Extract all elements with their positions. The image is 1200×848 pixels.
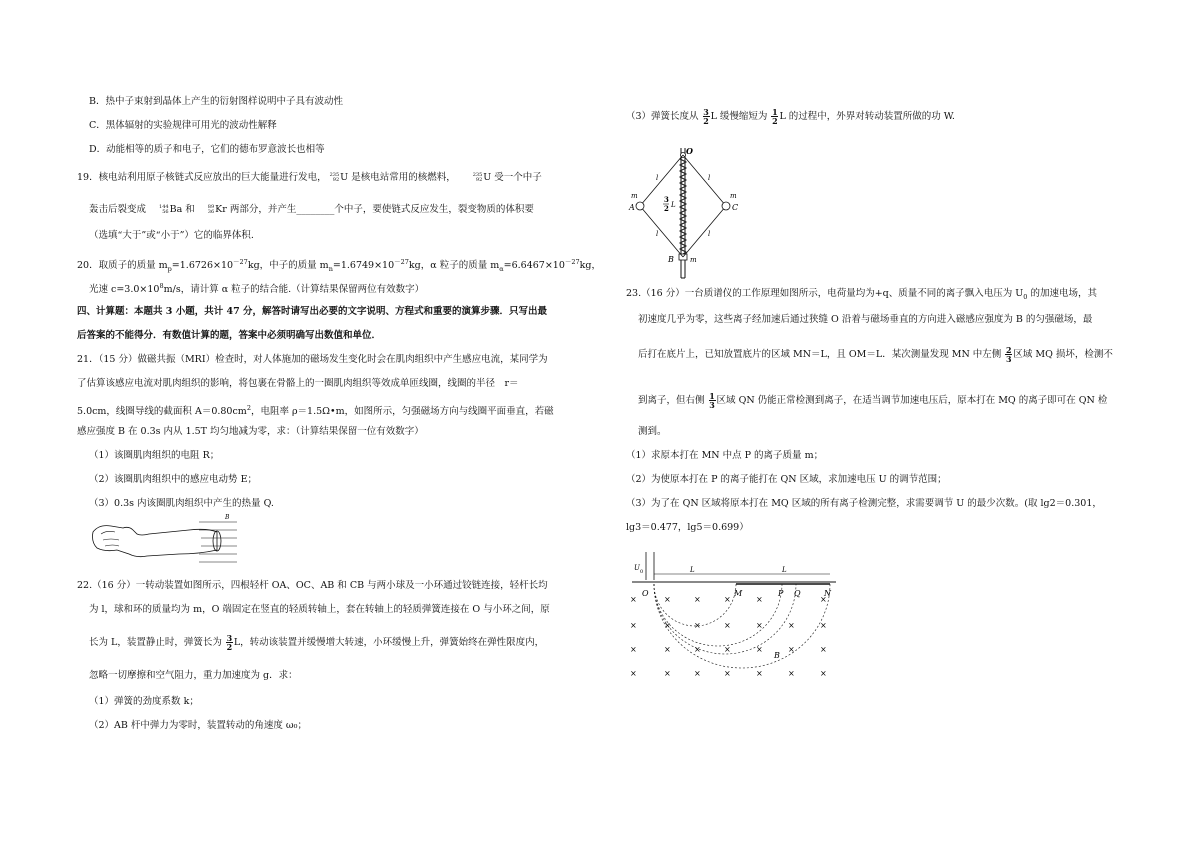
magnetic-field-crosses — [630, 595, 827, 678]
q19-line2: 轰击后裂变成 144 56 Ba 和 89 36 Kr 两部分，并产生________个中子，要使链式反应发生，裂变物质的体积要 — [89, 203, 534, 215]
q22-line1: 22.（16 分）一转动装置如图所示，四根轻杆 OA、OC、AB 和 CB 与两小球及一小环通过铰链连接，轻杆长均 — [77, 580, 548, 591]
q23-sub2: （2）为使原本打在 P 的离子能打在 QN 区域，求加速电压 U 的调节范围； — [626, 474, 947, 485]
cross-mark: × — [664, 645, 671, 654]
krypton-isotope: 89 36 — [207, 203, 215, 215]
q23-line2: 初速度几乎为零，这些离子经加速后通过狭缝 O 沿着与磁场垂直的方向进入磁感应强度为 B 的匀强磁场，最 — [638, 314, 1093, 325]
rod-ab-label: l — [656, 230, 659, 238]
field-b-label: B — [774, 651, 780, 660]
cross-mark: × — [788, 645, 795, 654]
cross-mark: × — [630, 645, 637, 654]
point-p-label: P — [778, 589, 784, 598]
field-label-b: B — [225, 514, 230, 521]
q22-sub3: （3）弹簧长度从 $\frac{3}{2}$ L 缓慢缩短为 $\frac{1}{2}$ L 的过程中，外界对转动装置所做的功 W. — [626, 107, 955, 126]
q23-line1: 23.（16 分）一台质谱仪的工作原理如图所示，电荷量均为+q、质量不同的离子飘入电压为 $U_0$ 的加速电场，其 — [626, 288, 1097, 301]
length-om-label: L — [690, 566, 695, 574]
q20-line1: 20．取质子的质量 $m_p=1.6726\times 10^{-27}kg$，中子的质量 $m_n=1.6749\times 10^{-27}kg$，α 粒子的质量 $m_\alpha=6.6467\times 10^{-27}kg$， — [77, 258, 601, 274]
point-c-label: C — [732, 203, 739, 212]
cross-mark: × — [694, 669, 701, 678]
mass-spectrometer-figure — [626, 548, 856, 694]
cross-mark: × — [756, 595, 763, 604]
q22-line4: 忽略一切摩擦和空气阻力，重力加速度为 g．求： — [89, 670, 298, 681]
barium-isotope: 144 56 — [159, 203, 169, 215]
point-m-label: M — [734, 589, 743, 598]
fraction-three-halves: $\frac{3}{2}$ — [226, 633, 233, 652]
cross-mark: × — [630, 669, 637, 678]
q22-line3: 长为 L，装置静止时，弹簧长为 $\frac{3}{2}$ L，转动该装置并缓慢增大转速，小环缓慢上升，弹簧始终在弹性限度内， — [89, 633, 545, 652]
cross-mark: × — [820, 669, 827, 678]
cross-mark: × — [664, 669, 671, 678]
cross-mark: × — [724, 669, 731, 678]
point-o-label: O — [686, 146, 693, 156]
q21-sub3: （3）0.3s 内该圈肌肉组织中产生的热量 Q. — [89, 498, 274, 509]
cross-mark: × — [694, 645, 701, 654]
section-four-heading: 四、计算题：本题共 3 小题，共计 47 分，解答时请写出必要的文字说明、方程式和重要的演算步骤．只写出最 — [77, 306, 548, 317]
q19-line1: 19．核电站利用原子核链式反应放出的巨大能量进行发电， 235 92 U 是核电站常用的核燃料， 235 92 U 受一个中子 — [77, 171, 542, 183]
point-q-label: Q — [794, 589, 801, 598]
spring-length-label: L — [671, 201, 676, 209]
cross-mark: × — [724, 621, 731, 630]
point-a-label: A — [629, 203, 635, 212]
q21-line2: 了估算该感应电流对肌肉组织的影响，将包裹在骨骼上的一圈肌肉组织等效成单匝线圈，线圈的半径 r＝ — [77, 378, 519, 389]
voltage-u0-subscript: 0 — [640, 569, 644, 575]
slit-o-label: O — [642, 589, 649, 598]
fraction-three-halves: $\frac{3}{2}$ — [703, 107, 709, 126]
q23-line4: 到离子，但右侧 $\frac{1}{3}$ 区域 QN 仍能正常检测到离子，在适当调节加速电压后，原本打在 MQ 的离子即可在 QN 检 — [638, 391, 1108, 410]
q18-option-d: D．动能相等的质子和电子，它们的德布罗意波长也相等 — [89, 144, 325, 155]
q23-sub3-line2: lg3＝0.477，lg5＝0.699） — [626, 522, 749, 533]
point-n-label: N — [824, 589, 831, 598]
uranium-isotope: 235 92 — [472, 171, 483, 183]
q23-sub3-line1: （3）为了在 QN 区域将原本打在 MQ 区域的所有离子检测完整，求需要调节 U 的最少次数。(取 lg2＝0.301， — [626, 498, 1102, 509]
rod-oa-label: l — [656, 174, 659, 182]
q21-line3: 5.0cm，线圈导线的截面积 $A=0.80cm^2$，电阻率 ρ＝1.5Ω•m，如图所示，匀强磁场方向与线圈平面垂直，若磁 — [77, 404, 554, 418]
mass-c-label: m — [730, 192, 737, 200]
cross-mark: × — [788, 669, 795, 678]
q22-line2: 为 l，球和环的质量均为 m，O 端固定在竖直的轻质转轴上，套在转轴上的轻质弹簧连接在 O 与小环之间，原 — [89, 604, 550, 615]
q23-line5: 测到。 — [638, 426, 667, 437]
q21-sub1: （1）该圈肌肉组织的电阻 R； — [89, 450, 220, 461]
mass-b-label: m — [690, 256, 697, 264]
cross-mark: × — [724, 595, 731, 604]
cross-mark: × — [724, 645, 731, 654]
rod-cb-label: l — [708, 230, 711, 238]
spring-numerator: 3 — [664, 195, 669, 204]
voltage-u0-label: U — [634, 564, 640, 572]
cross-mark: × — [694, 595, 701, 604]
point-b-label: B — [668, 255, 674, 264]
rod-oc-label: l — [708, 174, 711, 182]
q22-sub1: （1）弹簧的劲度系数 k； — [89, 696, 199, 707]
q21-line4: 感应强度 B 在 0.3s 内从 1.5T 均匀地减为零，求：（计算结果保留一位有效数字） — [77, 426, 424, 437]
q20-line2: 光速 $c=3.0\times 10^8m/s$，请计算 α 粒子的结合能.（计算结果保留两位有效数字） — [89, 282, 425, 296]
fraction-one-third: $\frac{1}{3}$ — [709, 391, 715, 410]
q21-line1: 21．（15 分）做磁共振（MRI）检查时，对人体施加的磁场发生变化时会在肌肉组织中产生感应电流，某同学为 — [77, 354, 548, 365]
spring-denominator: 2 — [664, 204, 669, 213]
cross-mark: × — [820, 621, 827, 630]
q23-line3: 后打在底片上，已知放置底片的区域 MN＝L，且 OM＝L．某次测量发现 MN 中左侧 $\frac{2}{3}$ 区域 MQ 损坏，检测不 — [638, 345, 1113, 364]
q23-sub1: （1）求原本打在 MN 中点 P 的离子质量 m； — [626, 450, 824, 461]
arm-magnetic-field-figure — [89, 510, 239, 568]
cross-mark: × — [756, 621, 763, 630]
q18-option-c: C．黑体辐射的实验规律可用光的波动性解释 — [89, 120, 277, 131]
cross-mark: × — [820, 645, 827, 654]
cross-mark: × — [694, 621, 701, 630]
cross-mark: × — [820, 595, 827, 604]
cross-mark: × — [756, 645, 763, 654]
fraction-two-thirds: $\frac{2}{3}$ — [1006, 345, 1012, 364]
cross-mark: × — [664, 621, 671, 630]
cross-mark: × — [756, 669, 763, 678]
cross-mark: × — [630, 595, 637, 604]
rotating-device-figure — [626, 144, 756, 284]
cross-mark: × — [630, 621, 637, 630]
fraction-one-half: $\frac{1}{2}$ — [772, 107, 778, 126]
section-four-heading-cont: 后答案的不能得分．有数值计算的题，答案中必须明确写出数值和单位． — [77, 330, 382, 341]
cross-mark: × — [788, 621, 795, 630]
cross-mark: × — [664, 595, 671, 604]
uranium-isotope: 235 92 — [329, 171, 340, 183]
q18-option-b: B．热中子束射到晶体上产生的衍射图样说明中子具有波动性 — [89, 96, 343, 107]
q21-sub2: （2）该圈肌肉组织中的感应电动势 E； — [89, 474, 257, 485]
q22-sub2: （2）AB 杆中弹力为零时，装置转动的角速度 ω₀； — [89, 720, 307, 731]
mass-a-label: m — [631, 192, 638, 200]
length-mn-label: L — [782, 566, 787, 574]
q19-line3: （选填“大于”或“小于”）它的临界体积. — [89, 230, 254, 241]
